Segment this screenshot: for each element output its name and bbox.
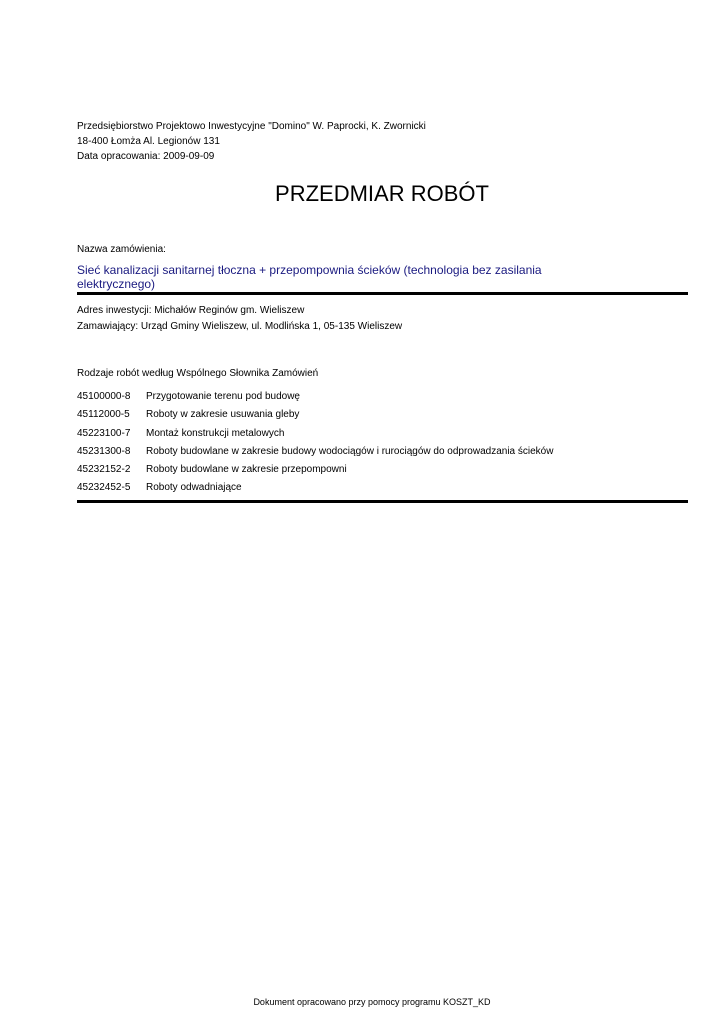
order-name-line1: Sieć kanalizacji sanitarnej tłoczna + przepompownia ścieków (technologia bez zasilania <box>77 263 542 277</box>
cpv-description: Roboty w zakresie usuwania gleby <box>146 409 300 420</box>
cpv-description: Roboty odwadniające <box>146 482 242 493</box>
cpv-description: Przygotowanie terenu pod budowę <box>146 391 300 402</box>
cpv-heading: Rodzaje robót według Wspólnego Słownika Zamówień <box>77 368 319 379</box>
divider-top <box>77 292 688 295</box>
cpv-code: 45223100-7 <box>77 428 131 439</box>
investment-address: Adres inwestycji: Michałów Reginów gm. Wieliszew <box>77 305 305 316</box>
cpv-description: Roboty budowlane w zakresie budowy wodociągów i rurociągów do odprowadzania ścieków <box>146 446 554 457</box>
cpv-code: 45100000-8 <box>77 391 131 402</box>
page-title: PRZEDMIAR ROBÓT <box>275 181 489 206</box>
cpv-code: 45112000-5 <box>77 409 130 420</box>
cpv-row <box>77 445 553 458</box>
preparation-date: Data opracowania: 2009-09-09 <box>77 151 215 162</box>
cpv-row <box>77 408 299 421</box>
cpv-code: 45231300-8 <box>77 446 131 457</box>
cpv-description: Montaż konstrukcji metalowych <box>146 428 285 439</box>
company-address: 18-400 Łomża Al. Legionów 131 <box>77 136 220 147</box>
company-name: Przedsiębiorstwo Projektowo Inwestycyjne "Domino" W. Paprocki, K. Zwornicki <box>77 121 426 132</box>
footer-note: Dokument opracowano przy pomocy programu KOSZT_KD <box>253 997 491 1007</box>
cpv-row <box>77 463 347 476</box>
cpv-code: 45232452-5 <box>77 482 131 493</box>
divider-bottom <box>77 500 688 503</box>
cpv-description: Roboty budowlane w zakresie przepompowni <box>146 464 347 475</box>
cpv-row <box>77 481 242 494</box>
order-label: Nazwa zamówienia: <box>77 244 166 255</box>
cpv-row <box>77 390 300 403</box>
cpv-row <box>77 427 284 440</box>
cpv-code: 45232152-2 <box>77 464 131 475</box>
client-info: Zamawiający: Urząd Gminy Wieliszew, ul. Modlińska 1, 05-135 Wieliszew <box>77 321 403 332</box>
order-name-line2: elektrycznego) <box>77 277 156 291</box>
